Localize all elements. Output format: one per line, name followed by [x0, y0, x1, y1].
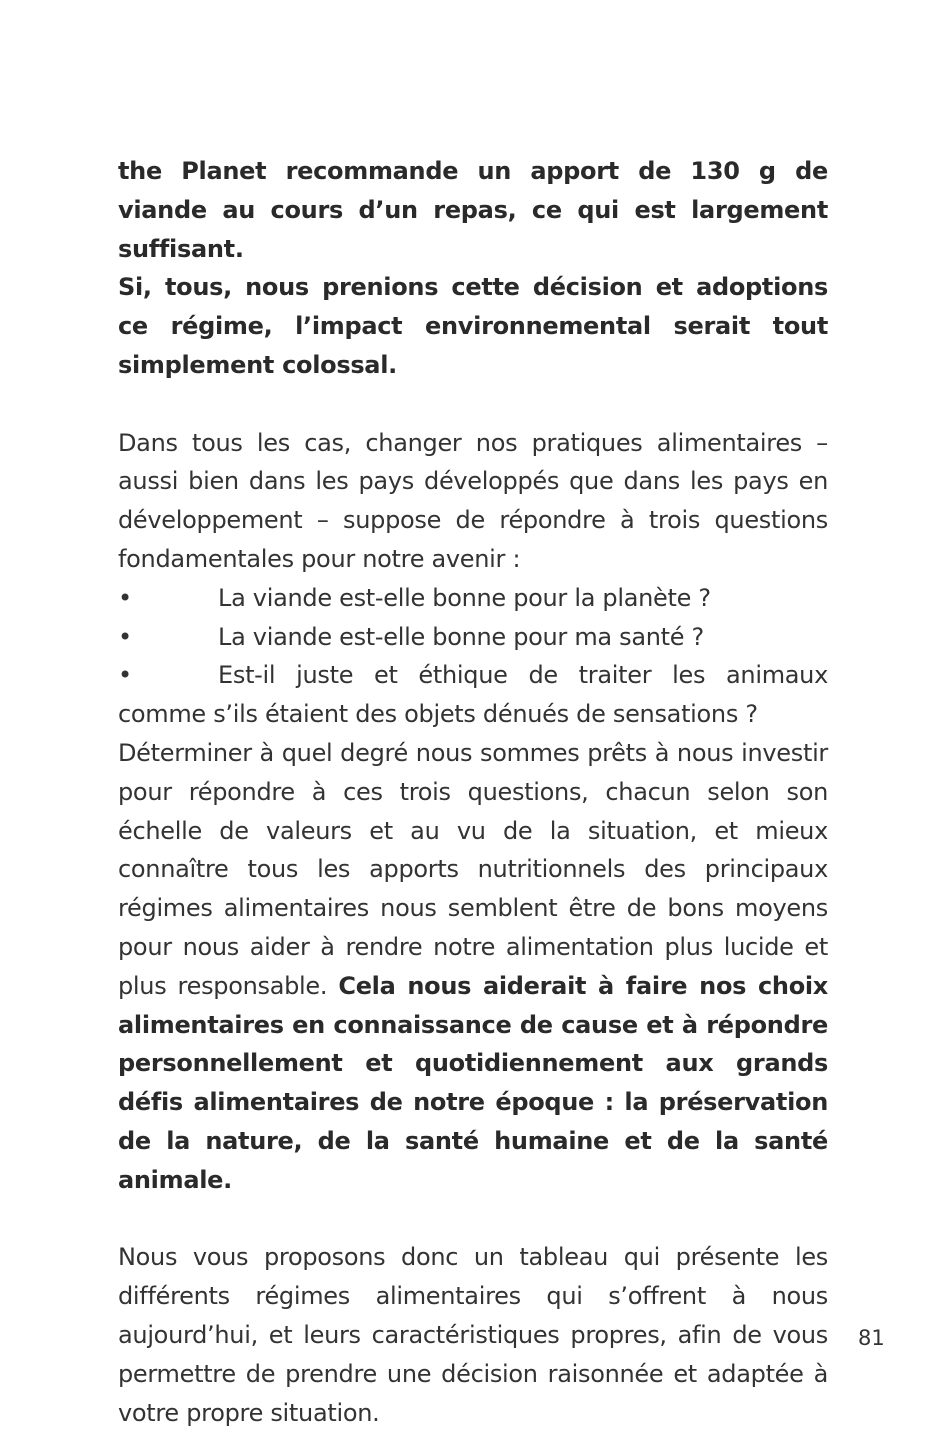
bullet-mark: •: [118, 583, 132, 612]
bullet-item: [118, 579, 828, 618]
paragraph-body: [118, 734, 828, 1200]
page-number: 81: [858, 1326, 885, 1350]
environmental-impact-text: Si, tous, nous prenions cette décision et adoptions ce régime, l’impact environnemental serait tout simplement colossal.: [118, 273, 828, 379]
meat-intake-text: the Planet recommande un apport de 130 g de viande au cours d’un repas, ce qui est largement suffisant.: [118, 157, 828, 263]
bullet-item: [118, 656, 828, 734]
paragraph-meat-intake: [118, 152, 828, 385]
paragraph-gap: [118, 385, 828, 424]
bullet-text: La viande est-elle bonne pour ma santé ?: [218, 622, 705, 651]
bullet-text: Est-il juste et éthique de traiter les animaux comme s’ils étaient des objets dénués de sensations ?: [118, 661, 828, 729]
body-emphasis: Cela nous aiderait à faire nos choix alimentaires en connaissance de cause et à répondre personnellement et quotidiennement aux grands défis alimentaires de notre époque : la préservation de la nature, de la santé humaine et de la santé animale.: [118, 971, 828, 1194]
body-text: Déterminer à quel degré nous sommes prêts à nous investir pour répondre à ces trois questions, chacun selon son échelle de valeurs et au vu de la situation, et mieux connaître tous les apports nutritionnels des principaux régimes alimentaires nous semblent être de bons moyens pour nous aider à rendre notre alimentation plus lucide et plus responsable.: [118, 738, 828, 1000]
paragraph-intro: Dans tous les cas, changer nos pratiques alimentaires – aussi bien dans les pays développés que dans les pays en développement – suppose de répondre à trois questions fondamentales pour notre avenir :: [118, 428, 828, 573]
bullet-item: [118, 618, 828, 657]
paragraph-table-intro: Nous vous proposons donc un tableau qui présente les différents régimes alimentaires qui s’offrent à nous aujourd’hui, et leurs caractéristiques propres, afin de vous permettre de prendre une décision raisonnée et adaptée à votre propre situation.: [118, 1243, 828, 1427]
bullet-mark: •: [118, 661, 132, 690]
bullet-text: La viande est-elle bonne pour la planète ?: [218, 583, 711, 612]
paragraph-gap: [118, 1200, 828, 1239]
bullet-mark: •: [118, 622, 132, 651]
page-body: [118, 152, 828, 1432]
